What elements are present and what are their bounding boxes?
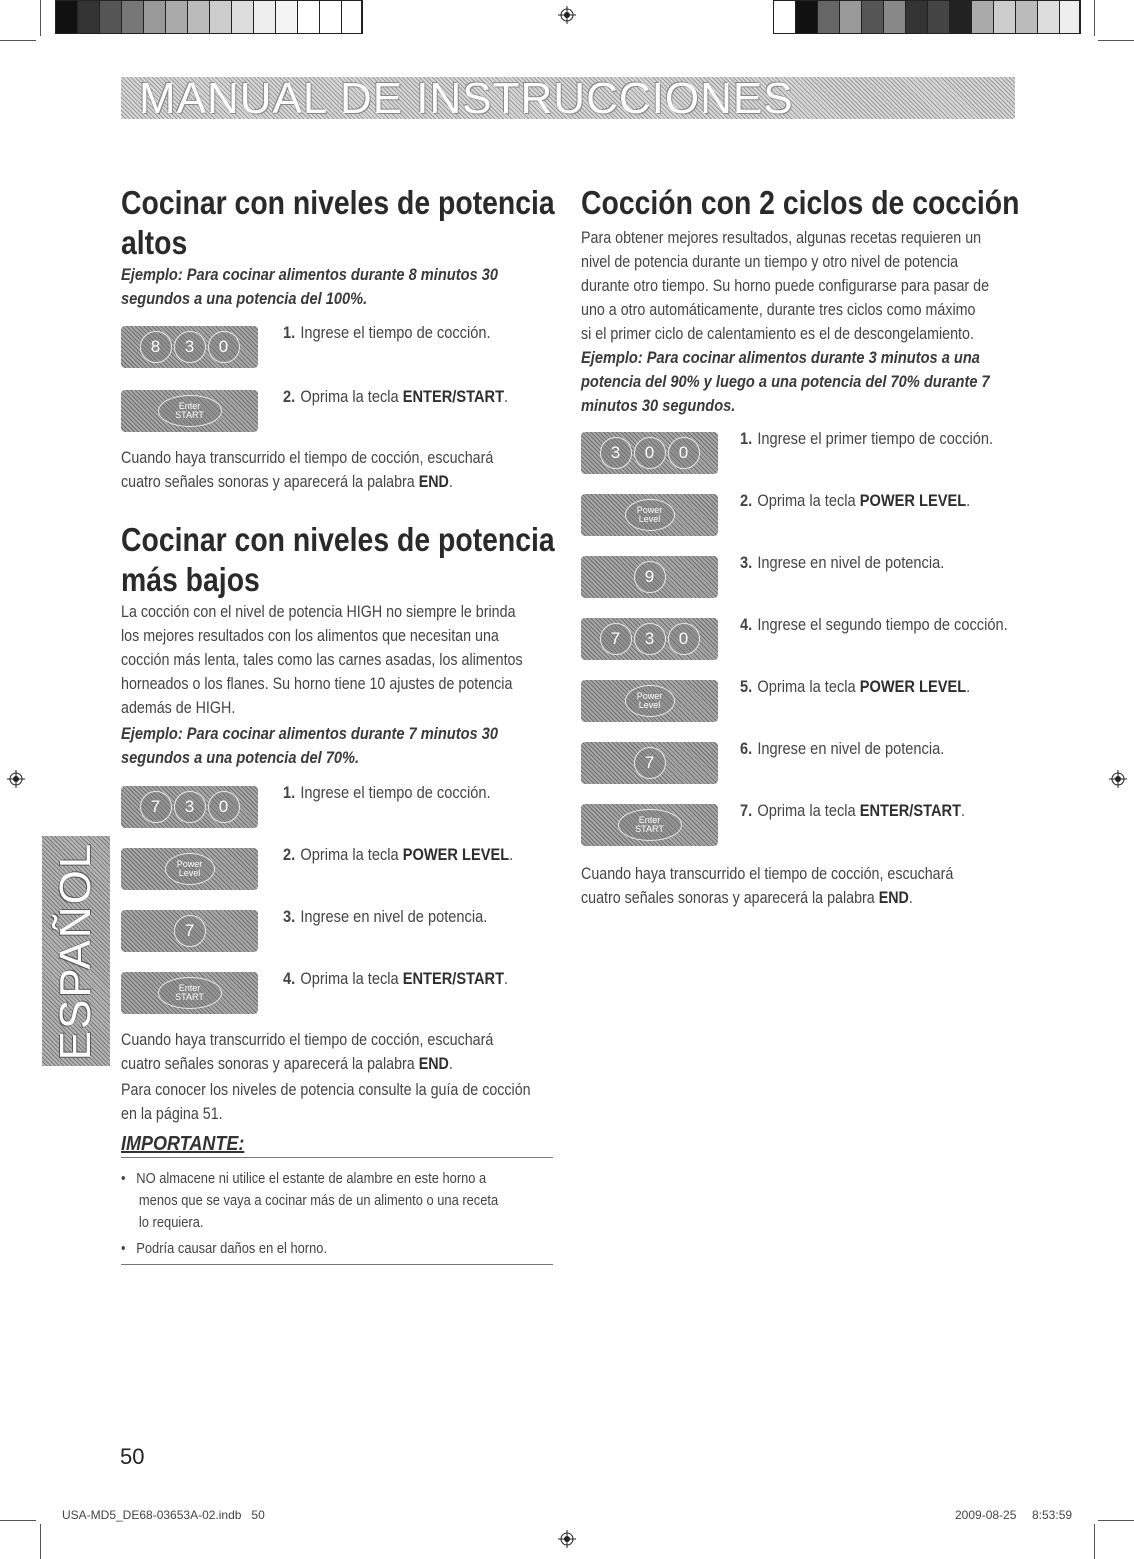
power-guide-reference: Para conocer los niveles de potencia consulte la guía de cocción en la página 51.: [121, 1080, 531, 1123]
color-bar-left: [55, 0, 363, 34]
important-bullet-2: • Podría causar daños en el horno.: [121, 1240, 328, 1257]
keypad-enter-start: [121, 390, 258, 432]
key-digit: 7: [634, 747, 666, 779]
step-4: 4. Ingrese el segundo tiempo de cocción.: [740, 615, 1008, 634]
page-number: 50: [120, 1444, 145, 1469]
key-digit: 7: [140, 791, 172, 823]
keypad-digits-300: [581, 432, 718, 474]
key-digit: 0: [208, 331, 240, 363]
footer-date: 2009-08-25: [955, 1508, 1017, 1522]
step-1: 1. Ingrese el tiempo de cocción.: [283, 783, 491, 802]
keypad-power-level: [581, 680, 718, 722]
low-power-intro: La cocción con el nivel de potencia HIGH no siempre le brinda los mejores resultados con los alimentos que necesitan una cocción más lenta, tales como las carnes asadas, los alimentos horneados o los flanes. Su horno tiene 10 ajustes de potencia además de HIGH.: [121, 602, 523, 717]
outro-high-power: Cuando haya transcurrido el tiempo de cocción, escuchará cuatro señales sonoras y aparecerá la palabra END.: [121, 448, 494, 491]
example-high-power: Ejemplo: Para cocinar alimentos durante 8 minutos 30 segundos a una potencia del 100%.: [121, 265, 498, 308]
important-bullet-1: • NO almacene ni utilice el estante de alambre en este horno a menos que se vaya a cocinar más de un alimento o una receta lo requiera.: [121, 1170, 499, 1231]
keypad-enter-start: [121, 972, 258, 1014]
keypad-enter-start: [581, 804, 718, 846]
outro-low-power: Cuando haya transcurrido el tiempo de cocción, escuchará cuatro señales sonoras y aparecerá la palabra END.: [121, 1030, 494, 1073]
key-digit: 3: [634, 623, 666, 655]
crop-mark: [1098, 40, 1134, 41]
step-5: 5. Oprima la tecla POWER LEVEL.: [740, 677, 971, 696]
key-digit: 0: [634, 437, 666, 469]
step-2: 2. Oprima la tecla POWER LEVEL.: [740, 491, 971, 510]
keypad-digits-830: [121, 326, 258, 368]
crop-mark: [1094, 0, 1095, 36]
keypad-digit-7: [581, 742, 718, 784]
keypad-digit-7: [121, 910, 258, 952]
key-digit: 8: [140, 331, 172, 363]
step-6: 6. Ingrese en nivel de potencia.: [740, 739, 945, 758]
divider: [121, 1264, 553, 1265]
footer-file-name: USA-MD5_DE68-03653A-02.indb 50: [62, 1508, 265, 1522]
registration-mark-icon: [1109, 770, 1127, 788]
divider: [121, 1157, 553, 1158]
enter-start-key-icon: Enter START: [158, 395, 222, 427]
enter-start-key-icon: Enter START: [158, 977, 222, 1009]
banner-title: MANUAL DE INSTRUCCIONES: [139, 77, 794, 119]
section-title-two-stage: Cocción con 2 ciclos de cocción: [581, 184, 1020, 221]
crop-mark: [1098, 1520, 1134, 1521]
footer-time: 8:53:59: [1032, 1508, 1073, 1522]
color-bar-right: [773, 0, 1081, 34]
power-level-key-icon: Power Level: [625, 499, 675, 531]
crop-mark: [0, 40, 36, 41]
key-digit: 0: [668, 437, 700, 469]
keypad-power-level: [121, 848, 258, 890]
power-level-key-icon: Power Level: [625, 685, 675, 717]
header-banner: [121, 77, 1015, 119]
crop-mark: [1094, 1524, 1095, 1559]
two-stage-intro: Para obtener mejores resultados, algunas recetas requieren un nivel de potencia durante un tiempo y otro nivel de potencia durante otro tiempo. Su horno puede configurarse para pasar de uno a otro automáticamente, durante tres ciclos como máximo si el primer ciclo de calentamiento es el de descongelamiento.: [581, 228, 990, 343]
side-tab-label: ESPAÑOL: [51, 841, 100, 1061]
key-digit: 0: [668, 623, 700, 655]
registration-mark-icon: [7, 770, 25, 788]
key-digit: 9: [634, 561, 666, 593]
keypad-digits-730: [581, 618, 718, 660]
language-side-tab: [42, 836, 110, 1066]
step-3: 3. Ingrese en nivel de potencia.: [740, 553, 945, 572]
keypad-digit-9: [581, 556, 718, 598]
section-title-low-power: Cocinar con niveles de potencia más bajos: [121, 521, 555, 598]
step-2: 2. Oprima la tecla ENTER/START.: [283, 387, 509, 406]
key-digit: 3: [174, 791, 206, 823]
key-digit: 7: [600, 623, 632, 655]
key-digit: 3: [600, 437, 632, 469]
step-1: 1. Ingrese el primer tiempo de cocción.: [740, 429, 994, 448]
registration-mark-icon: [558, 1530, 576, 1548]
crop-mark: [0, 1520, 36, 1521]
crop-mark: [40, 0, 41, 36]
step-2: 2. Oprima la tecla POWER LEVEL.: [283, 845, 514, 864]
enter-start-key-icon: Enter START: [618, 809, 682, 841]
step-1: 1. Ingrese el tiempo de cocción.: [283, 323, 491, 342]
step-7: 7. Oprima la tecla ENTER/START.: [740, 801, 966, 820]
keypad-power-level: [581, 494, 718, 536]
key-digit: 7: [174, 915, 206, 947]
registration-mark-icon: [558, 6, 576, 24]
step-4: 4. Oprima la tecla ENTER/START.: [283, 969, 509, 988]
example-two-stage: Ejemplo: Para cocinar alimentos durante 3 minutos a una potencia del 90% y luego a una potencia del 70% durante 7 minutos 30 segundos.: [581, 348, 990, 415]
keypad-digits-730: [121, 786, 258, 828]
section-title-high-power: Cocinar con niveles de potencia altos: [121, 184, 555, 261]
example-low-power: Ejemplo: Para cocinar alimentos durante 7 minutos 30 segundos a una potencia del 70%.: [121, 724, 498, 767]
key-digit: 0: [208, 791, 240, 823]
power-level-key-icon: Power Level: [165, 853, 215, 885]
crop-mark: [40, 1524, 41, 1559]
key-digit: 3: [174, 331, 206, 363]
step-3: 3. Ingrese en nivel de potencia.: [283, 907, 488, 926]
outro-two-stage: Cuando haya transcurrido el tiempo de cocción, escuchará cuatro señales sonoras y aparecerá la palabra END.: [581, 864, 954, 907]
important-title: IMPORTANTE:: [121, 1133, 245, 1155]
